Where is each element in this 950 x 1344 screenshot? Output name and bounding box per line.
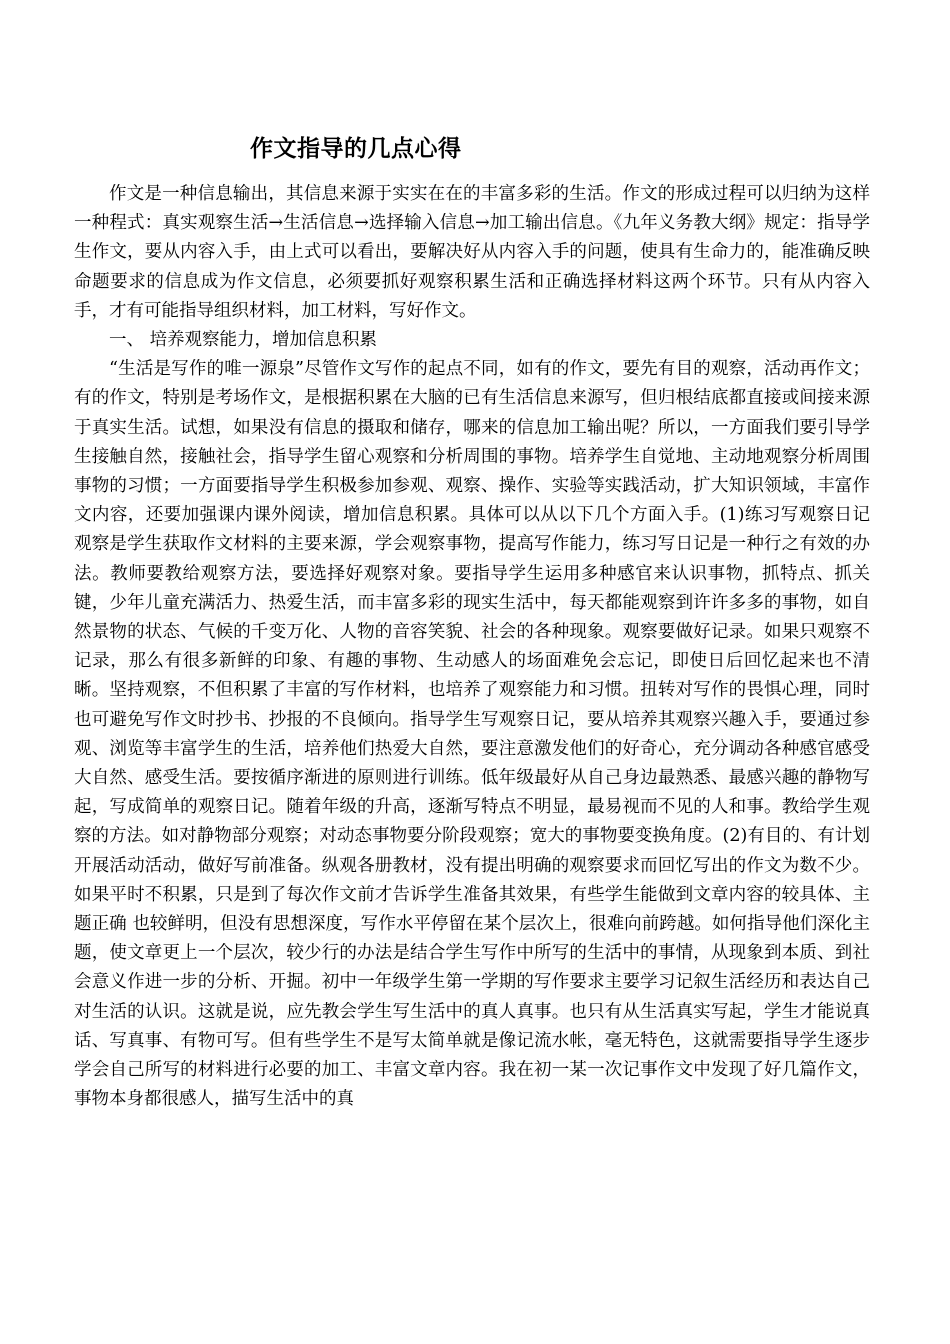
document-page	[74, 128, 870, 1115]
section-heading: 一、 培养观察能力，增加信息积累	[109, 330, 378, 351]
intro-paragraph: 作文是一种信息输出，其信息来源于实实在在的丰富多彩的生活。作文的形成过程可以归纳为这样一种程式：真实观察生活→生活信息→选择输入信息→加工输出信息。《九年义务教大纲》规定：指导学生作文，要从内容入手，由上式可以看出，要解决好从内容入手的问题，使具有生命力的，能准确反映命题要求的信息成为作文信息，必须要抓好观察积累生活和正确选择材料这两个环节。只有从内容入手，才有可能指导组织材料，加工材料，写好作文。	[74, 184, 870, 321]
document-title: 作文指导的几点心得	[250, 135, 462, 162]
body-paragraph: “生活是写作的唯一源泉”尽管作文写作的起点不同，如有的作文，要先有目的观察，活动再作文；有的作文，特别是考场作文，是根据积累在大脑的已有生活信息来源写，但归根结底都直接或间接来源于真实生活。试想，如果没有信息的摄取和储存，哪来的信息加工输出呢？所以，一方面我们要引导学生接触自然，接触社会，指导学生留心观察和分析周围的事物。培养学生自觉地、主动地观察分析周围事物的习惯；一方面要指导学生积极参加参观、观察、操作、实验等实践活动，扩大知识领域，丰富作文内容，还要加强课内课外阅读，增加信息积累。具体可以从以下几个方面入手。(1)练习写观察日记 观察是学生获取作文材料的主要来源，学会观察事物，提高写作能力，练习写日记是一种行之有效的办法。教师要教给观察方法，要选择好观察对象。要指导学生运用多种感官来认识事物，抓特点、抓关键，少年儿童充满活力、热爱生活，而丰富多彩的现实生活中，每天都能观察到许许多多的事物，如自然景物的状态、气候的千变万化、人物的音容笑貌、社会的各种现象。观察要做好记录。如果只观察不记录，那么有很多新鲜的印象、有趣的事物、生动感人的场面难免会忘记，即使日后回忆起来也不清晰。坚持观察，不但积累了丰富的写作材料，也培养了观察能力和习惯。扭转对写作的畏惧心理，同时也可避免写作文时抄书、抄报的不良倾向。指导学生写观察日记，要从培养其观察兴趣入手，要通过参观、浏览等丰富学生的生活，培养他们热爱大自然，要注意激发他们的好奇心，充分调动各种感官感受大自然、感受生活。要按循序渐进的原则进行训练。低年级最好从自己身边最熟悉、最感兴趣的静物写起，写成简单的观察日记。随着年级的升高，逐渐写特点不明显，最易视而不见的人和事。教给学生观察的方法。如对静物部分观察；对动态事物要分阶段观察；宽大的事物要变换角度。(2)有目的、有计划开展活动活动，做好写前准备。纵观各册教材，没有提出明确的观察要求而回忆写出的作文为数不少。如果平时不积累，只是到了每次作文前才告诉学生准备其效果，有些学生能做到文章内容的较具体、主题正确 也较鲜明，但没有思想深度，写作水平停留在某个层次上，很难向前跨越。如何指导他们深化主题，使文章更上一个层次，较少行的办法是结合学生写作中所写的生活中的事情，从现象到本质、到社会意义作进一步的分析、开掘。初中一年级学生第一学期的写作要求主要学习记叙生活经历和表达自己对生活的认识。这就是说，应先教会学生写生活中的真人真事。也只有从生活真实写起，学生才能说真话、写真事、有物可写。但有些学生不是写太简单就是像记流水帐，毫无特色，这就需要指导学生逐步学会自己所写的材料进行必要的加工、丰富文章内容。我在初一某一次记事作文中发现了好几篇作文，事物本身都很感人，描写生活中的真	[74, 359, 870, 1110]
